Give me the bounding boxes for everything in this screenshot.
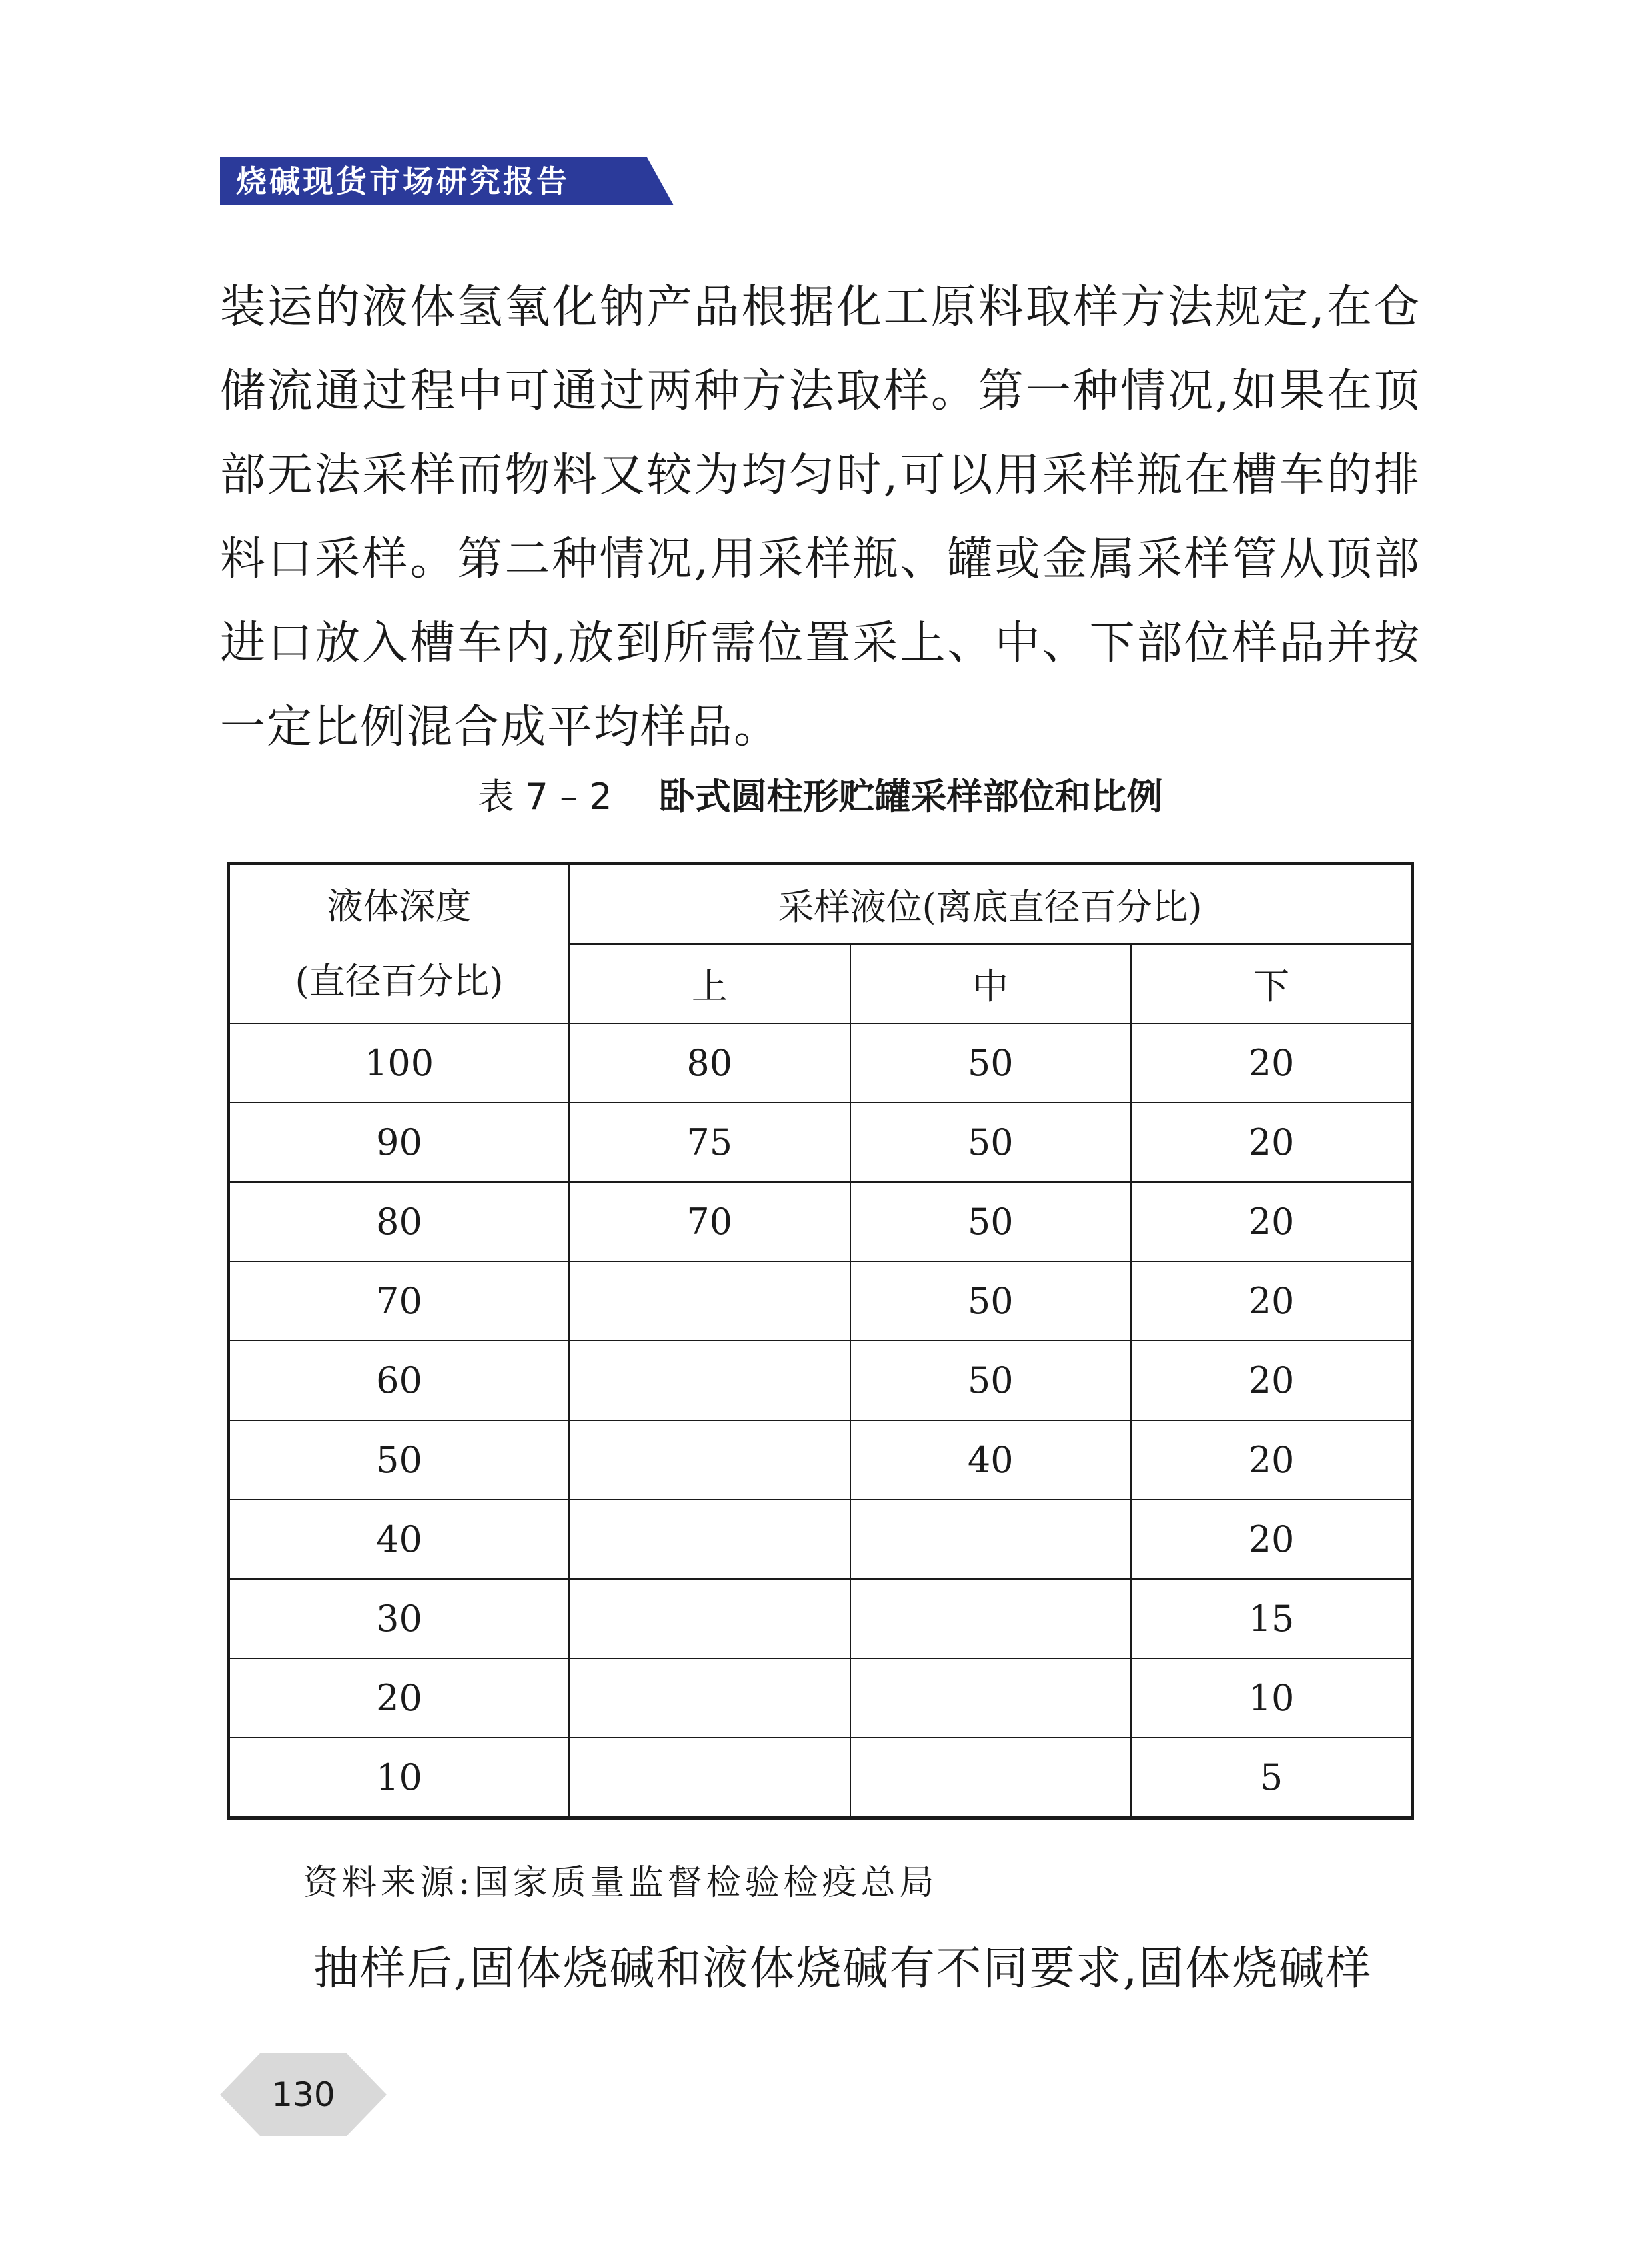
- cell-depth: 50: [229, 1420, 570, 1500]
- cell-lower: 20: [1131, 1261, 1413, 1341]
- table-row: [229, 1023, 1413, 1103]
- cell-depth: 80: [229, 1182, 570, 1261]
- cell-lower: 20: [1131, 1103, 1413, 1182]
- cell-middle: 50: [850, 1103, 1131, 1182]
- cell-middle: [850, 1738, 1131, 1818]
- body-tail-paragraph: 抽样后,固体烧碱和液体烧碱有不同要求,固体烧碱样: [313, 1942, 1373, 1995]
- cell-upper: [569, 1579, 850, 1658]
- header-title: 烧碱现货市场研究报告: [236, 163, 570, 199]
- cell-middle: [850, 1500, 1131, 1579]
- cell-upper: 80: [569, 1023, 850, 1103]
- header-depth-cell: [229, 864, 570, 1024]
- table-row: [229, 1420, 1413, 1500]
- table-caption: [220, 774, 1421, 820]
- cell-middle: [850, 1579, 1131, 1658]
- cell-lower: 10: [1131, 1658, 1413, 1738]
- cell-lower: 20: [1131, 1182, 1413, 1261]
- cell-middle: 40: [850, 1420, 1131, 1500]
- table-row: [229, 1738, 1413, 1818]
- table-row: [229, 1103, 1413, 1182]
- cell-lower: 20: [1131, 1500, 1413, 1579]
- cell-depth: 70: [229, 1261, 570, 1341]
- cell-upper: 70: [569, 1182, 850, 1261]
- table-row: [229, 1261, 1413, 1341]
- header-depth-line2: (直径百分比): [295, 960, 504, 1002]
- cell-depth: 10: [229, 1738, 570, 1818]
- cell-depth: 40: [229, 1500, 570, 1579]
- body-paragraph: [220, 265, 1421, 770]
- table-row: [229, 1182, 1413, 1261]
- page-number: 130: [271, 2075, 335, 2114]
- cell-upper: 75: [569, 1103, 850, 1182]
- cell-depth: 30: [229, 1579, 570, 1658]
- cell-upper: [569, 1500, 850, 1579]
- header-lower: 下: [1131, 944, 1413, 1023]
- cell-middle: 50: [850, 1261, 1131, 1341]
- cell-lower: 15: [1131, 1579, 1413, 1658]
- table-caption-title: 卧式圆柱形贮罐采样部位和比例: [658, 776, 1163, 818]
- sampling-table: [227, 862, 1414, 1820]
- table-source-note: 资料来源:国家质量监督检验检疫总局: [303, 1863, 938, 1903]
- table-caption-number: 表 7 – 2: [478, 776, 612, 818]
- cell-lower: 20: [1131, 1023, 1413, 1103]
- running-header: [220, 157, 674, 205]
- cell-middle: 50: [850, 1023, 1131, 1103]
- cell-middle: 50: [850, 1182, 1131, 1261]
- header-level: 采样液位(离底直径百分比): [569, 864, 1412, 945]
- table-row: [229, 1658, 1413, 1738]
- page-number-badge: [220, 2048, 387, 2141]
- table-row: [229, 1341, 1413, 1420]
- cell-lower: 5: [1131, 1738, 1413, 1818]
- cell-upper: [569, 1261, 850, 1341]
- cell-middle: 50: [850, 1341, 1131, 1420]
- cell-lower: 20: [1131, 1341, 1413, 1420]
- table-row: [229, 1500, 1413, 1579]
- table-row: [229, 1579, 1413, 1658]
- header-upper: 上: [569, 944, 850, 1023]
- cell-upper: [569, 1420, 850, 1500]
- body-paragraph-text: 装运的液体氢氧化钠产品根据化工原料取样方法规定,在仓储流通过程中可通过两种方法取样。第一种情况,如果在顶部无法采样而物料又较为均匀时,可以用采样瓶在槽车的排料口采样。第二种情况,用采样瓶、罐或金属采样管从顶部进口放入槽车内,放到所需位置采上、中、下部位样品并按一定比例混合成平均样品。: [220, 281, 1421, 754]
- cell-upper: [569, 1341, 850, 1420]
- cell-depth: 90: [229, 1103, 570, 1182]
- cell-depth: 20: [229, 1658, 570, 1738]
- cell-depth: 100: [229, 1023, 570, 1103]
- cell-middle: [850, 1658, 1131, 1738]
- header-depth-line1: 液体深度: [327, 885, 472, 927]
- cell-upper: [569, 1658, 850, 1738]
- header-middle: 中: [850, 944, 1131, 1023]
- cell-upper: [569, 1738, 850, 1818]
- cell-depth: 60: [229, 1341, 570, 1420]
- cell-lower: 20: [1131, 1420, 1413, 1500]
